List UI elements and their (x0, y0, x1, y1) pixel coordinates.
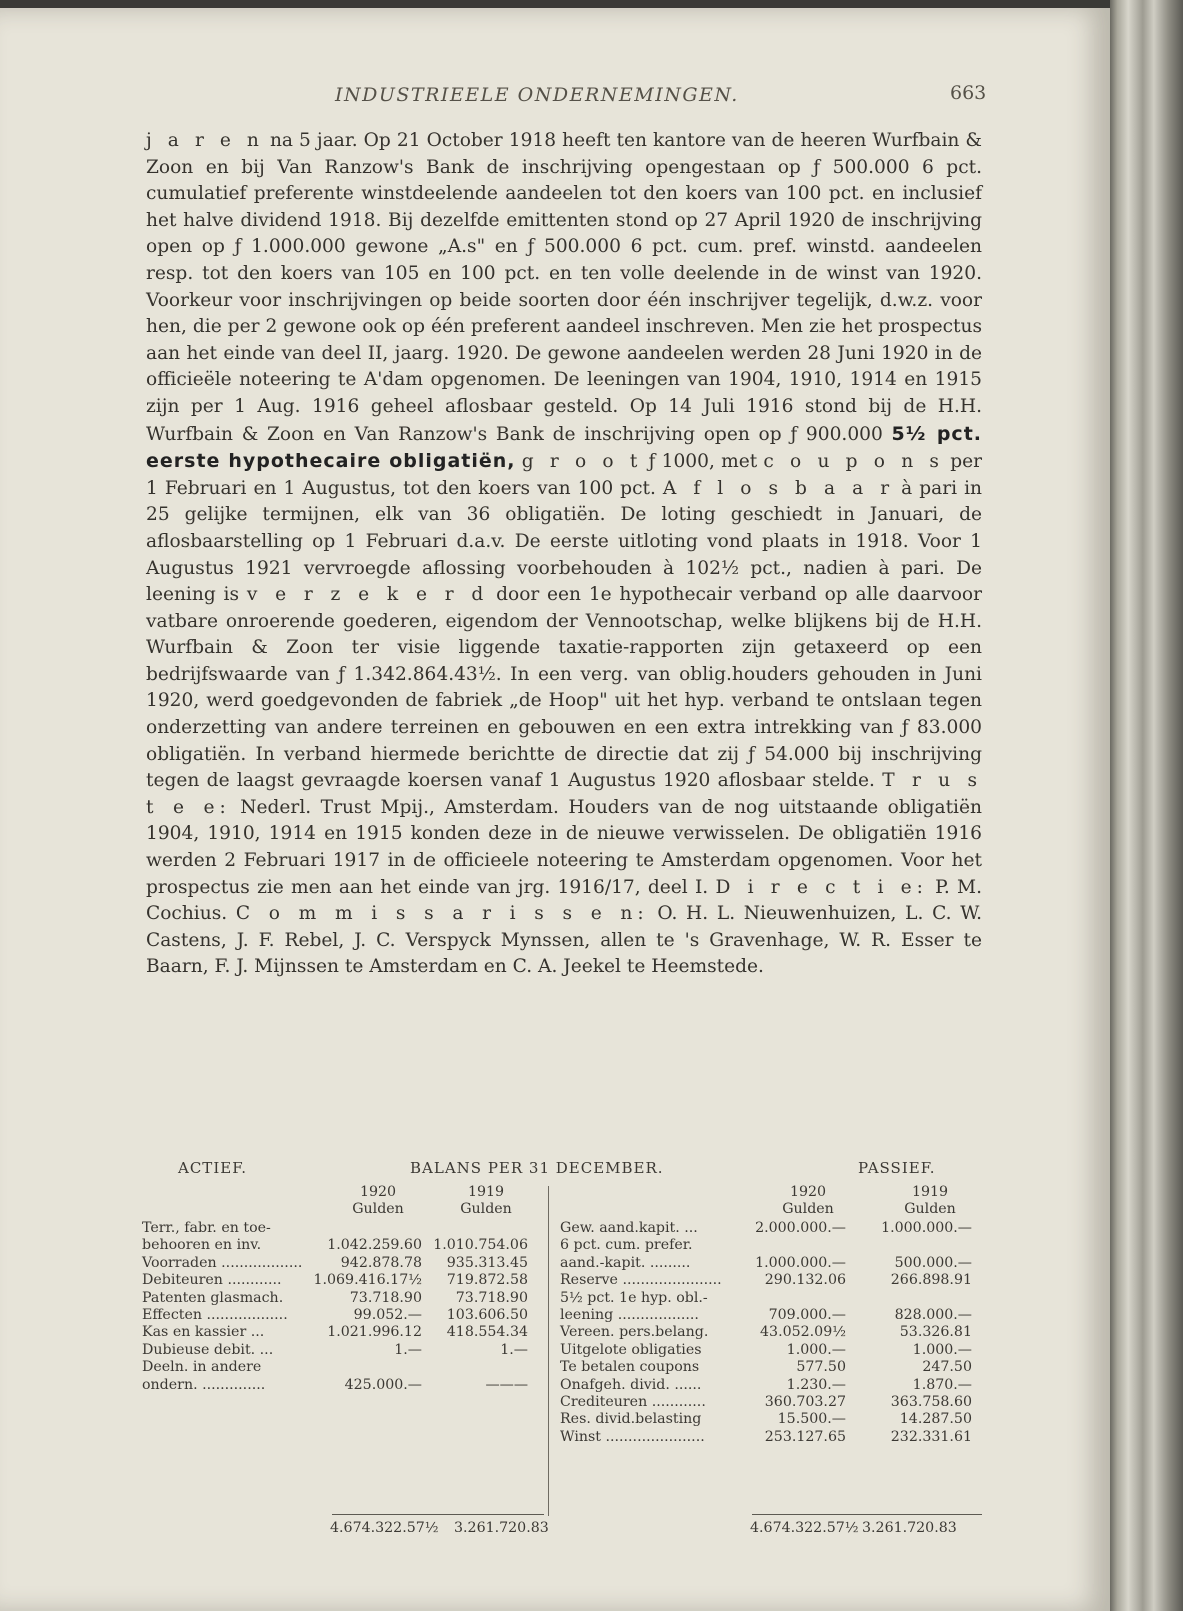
passief-value-1920: 15.500.— (777, 1411, 846, 1428)
total-rule (332, 1514, 544, 1515)
passief-label: 6 pct. cum. prefer. (560, 1237, 693, 1254)
actief-label: Patenten glasmach. (142, 1289, 284, 1306)
actief-value-1920: 425.000.— (344, 1376, 422, 1393)
actief-label: Terr., fabr. en toe- (142, 1220, 271, 1236)
year-header-1919: 1919 Gulden (460, 1184, 512, 1218)
actief-row (142, 1307, 544, 1324)
passief-value-1920: 1.000.000.— (755, 1254, 846, 1271)
actief-row (142, 1324, 544, 1341)
passief-label: 5½ pct. 1e hyp. obl.- (560, 1289, 708, 1306)
text-run: na 5 jaar. Op 21 October 1918 heeft ten kantore van de heeren Wurfbain & Zoon en bij Van Ranzow's Bank de inschrijving opengestaan op ƒ 500.000 6 pct. cumulatief preferente winstdeelende aandeelen tot den koers van 100 pct. en inclusief het halve dividend 1918. Bij dezelfde emittenten stond op 27 April 1920 de inschrijving open op ƒ 1.000.000 gewone „A.s" en ƒ 500.000 6 pct. cum. pref. winstd. aandeelen resp. tot den koers van 105 en 100 pct. en ten volle deelende in de winst van 1920. Voorkeur voor inschrijvingen op beide soorten door één inschrijver tegelijk, d.w.z. voor hen, die per 2 gewone ook op één preferent aandeel inschreven. Men zie het prospectus aan het einde van deel II, jaarg. 1920. De gewone aandeelen werden 28 Juni 1920 in de officieële noteering te A'dam opgenomen. De leeningen van 1904, 1910, 1914 en 1915 zijn per 1 Aug. 1916 geheel aflosbaar gesteld. Op 14 Juli 1916 stond bij de H.H. Wurfbain & Zoon en Van Ranzow's Bank de inschrijving open op ƒ 900.000 (146, 130, 982, 445)
year-header-1920: 1920 Gulden (352, 1184, 404, 1218)
text-run: door een 1e hypothecair verband op alle daarvoor vatbare onroerende goederen, eigendom der Vennootschap, welke blijkens bij de H.H. Wurfbain & Zoon ter visie liggende taxatie-rapporten zijn getaxeerd op een bedrijfswaarde van ƒ 1.342.864.43½. In een verg. van oblig.houders gehouden in Juni 1920, werd goedgevonden de fabriek „de Hoop" uit het hyp. verband te ontslaan tegen onderzetting van andere terreinen en gebouwen en een extra intrekking van ƒ 83.000 obligatiën. In verband hiermede berichtte de directie dat zij ƒ 54.000 bij inschrijving tegen de laagst gevraagde koersen vanaf 1 Augustus 1920 aflosbaar stelde. (146, 584, 982, 792)
actief-label: ACTIEF. (178, 1159, 248, 1177)
passief-value-1919: 1.870.— (912, 1376, 972, 1393)
running-title: INDUSTRIEELE ONDERNEMINGEN. (335, 84, 739, 106)
balance-sheet (142, 1160, 982, 1544)
actief-total-1920: 4.674.322.57½ (330, 1520, 439, 1536)
actief-value-1920: 99.052.— (353, 1306, 422, 1323)
passief-value-1919: 828.000.— (894, 1306, 972, 1323)
passief-label: Gew. aand.kapit. ... (560, 1220, 698, 1236)
column-divider (548, 1186, 549, 1516)
body-paragraph (146, 128, 982, 981)
passief-value-1920: 290.132.06 (764, 1272, 846, 1289)
actief-value-1920: 1.— (394, 1341, 422, 1358)
actief-label: Voorraden .................. (142, 1254, 303, 1271)
text-run: P. M. Cochius. (146, 876, 982, 925)
actief-value-1920: 73.718.90 (349, 1289, 422, 1306)
actief-value-1919: 1.— (500, 1341, 528, 1358)
year-header-1919: 1919 Gulden (904, 1184, 956, 1218)
passief-value-1919: 247.50 (922, 1359, 972, 1376)
passief-value-1919: 53.326.81 (899, 1324, 972, 1341)
actief-row (142, 1377, 544, 1394)
passief-value-1919: 363.758.60 (890, 1393, 972, 1410)
actief-total-1919: 3.261.720.83 (454, 1520, 549, 1536)
actief-value-1919: ——— (485, 1376, 528, 1393)
passief-value-1920: 2.000.000.— (755, 1220, 846, 1236)
passief-label: Crediteuren ............ (560, 1393, 706, 1410)
actief-label: Kas en kassier ... (142, 1324, 265, 1341)
balance-heading (142, 1160, 982, 1184)
actief-label: Deeln. in andere (142, 1359, 262, 1376)
actief-rows (142, 1220, 544, 1394)
passief-row (560, 1290, 982, 1307)
passief-row (560, 1411, 982, 1428)
actief-label: Effecten .................. (142, 1306, 288, 1323)
passief-value-1919: 1.000.000.— (881, 1220, 972, 1236)
passief-label: Vereen. pers.belang. (560, 1324, 709, 1341)
actief-row (142, 1220, 544, 1237)
actief-value-1919: 73.718.90 (455, 1289, 528, 1306)
actief-row (142, 1255, 544, 1272)
text-run: à pari in 25 gelijke termijnen, elk van 36 obligatiën. De loting geschiedt in Januari, de aflosbaarstelling op 1 Februari d.a.v. De eerste uitloting vond plaats in 1918. Voor 1 Augustus 1921 vervroegde aflossing voorbehouden à 102½ pct., nadien à pari. De leening is (146, 477, 982, 606)
text-run: O. H. L. Nieuwenhuizen, L. C. W. Castens, J. F. Rebel, J. C. Verspyck Mynssen, allen te 's Gravenhage, W. R. Esser te Baarn, F. J. Mijnssen te Amsterdam en C. A. Jeekel te Heemstede. (146, 903, 982, 978)
actief-label: behooren en inv. (142, 1237, 262, 1254)
passief-value-1920: 1.230.— (786, 1376, 846, 1393)
page (0, 8, 1110, 1611)
actief-row (142, 1290, 544, 1307)
passief-total-1920: 4.674.322.57½ (750, 1520, 859, 1536)
passief-value-1920: 360.703.27 (764, 1393, 846, 1410)
emphasis: c o u p o n s (763, 451, 944, 473)
year-header-1920: 1920 Gulden (782, 1184, 834, 1218)
text-run: per 1 Februari en 1 Augustus, tot den koers van 100 pct. (146, 451, 982, 499)
emphasis: g r o o t (521, 451, 643, 473)
actief-row (142, 1359, 544, 1376)
passief-label: Winst ...................... (560, 1428, 705, 1445)
passief-value-1919: 1.000.— (912, 1341, 972, 1358)
book-page-edges (1110, 0, 1183, 1611)
actief-row (142, 1342, 544, 1359)
balance-title: BALANS PER 31 DECEMBER. (410, 1159, 664, 1177)
text-run: Nederl. Trust Mpij., Amsterdam. Houders van de nog uitstaande obligatiën 1904, 1910, 1914 en 1915 konden deze in de nieuwe verwisselen. De obligatiën 1916 werden 2 Februari 1917 in de officieele noteering te Amsterdam opgenomen. Voor het prospectus zie men aan het einde van jrg. 1916/17, deel I. (146, 796, 982, 898)
passief-row (560, 1429, 982, 1446)
year-header (560, 1184, 982, 1220)
actief-value-1920: 1.021.996.12 (327, 1324, 422, 1341)
actief-value-1919: 418.554.34 (446, 1324, 528, 1341)
bond-heading: 5½ pct. eerste hypothecaire obligatiën, (146, 422, 982, 473)
emphasis: T r u s t e e: (146, 770, 982, 818)
emphasis: D i r e c t i e: (715, 876, 928, 898)
passief-row (560, 1359, 982, 1376)
passief-row (560, 1272, 982, 1289)
totals-row (142, 1514, 982, 1544)
passief-label: Uitgelote obligaties (560, 1341, 702, 1358)
passief-rows (560, 1220, 982, 1446)
actief-value-1920: 942.878.78 (340, 1254, 422, 1271)
actief-value-1920: 1.042.259.60 (327, 1237, 422, 1254)
passief-value-1919: 500.000.— (894, 1254, 972, 1271)
actief-column (142, 1184, 544, 1394)
page-header (120, 76, 1000, 116)
actief-label: ondern. .............. (142, 1376, 266, 1393)
passief-label: Te betalen coupons (560, 1359, 700, 1376)
passief-value-1920: 577.50 (796, 1359, 846, 1376)
passief-row (560, 1237, 982, 1254)
actief-row (142, 1272, 544, 1289)
passief-value-1920: 1.000.— (786, 1341, 846, 1358)
passief-label: aand.-kapit. ......... (560, 1254, 691, 1271)
actief-label: Dubieuse debit. ... (142, 1341, 274, 1358)
actief-value-1919: 719.872.58 (446, 1272, 528, 1289)
passief-row (560, 1342, 982, 1359)
passief-column (560, 1184, 982, 1446)
passief-row (560, 1220, 982, 1237)
emphasis: j a r e n (146, 130, 264, 151)
passief-row (560, 1324, 982, 1341)
passief-label: leening .................. (560, 1306, 699, 1323)
passief-value-1919: 266.898.91 (890, 1272, 972, 1289)
actief-value-1920: 1.069.416.17½ (313, 1272, 422, 1289)
passief-total-1919: 3.261.720.83 (862, 1520, 957, 1536)
total-rule (752, 1514, 982, 1515)
passief-value-1920: 253.127.65 (764, 1428, 846, 1445)
passief-value-1919: 232.331.61 (890, 1428, 972, 1445)
passief-row (560, 1255, 982, 1272)
passief-row (560, 1307, 982, 1324)
passief-label: Reserve ...................... (560, 1272, 722, 1289)
year-header (142, 1184, 544, 1220)
passief-row (560, 1377, 982, 1394)
passief-label: Res. divid.belasting (560, 1411, 702, 1428)
passief-label: Onafgeh. divid. ...... (560, 1376, 702, 1393)
passief-row (560, 1394, 982, 1411)
passief-value-1920: 709.000.— (768, 1306, 846, 1323)
actief-label: Debiteuren ............ (142, 1272, 282, 1289)
emphasis: C o m m i s s a r i s s e n: (235, 903, 649, 925)
actief-value-1919: 935.313.45 (446, 1254, 528, 1271)
page-number: 663 (950, 82, 987, 104)
actief-value-1919: 103.606.50 (446, 1306, 528, 1323)
actief-row (142, 1237, 544, 1254)
passief-label: PASSIEF. (858, 1159, 936, 1177)
emphasis: A f l o s b a a r (662, 477, 895, 499)
passief-value-1920: 43.052.09½ (760, 1324, 846, 1341)
text-run: ƒ 1000, met (642, 451, 764, 473)
balance-columns (142, 1184, 982, 1514)
actief-value-1919: 1.010.754.06 (433, 1237, 528, 1254)
passief-value-1919: 14.287.50 (899, 1411, 972, 1428)
emphasis: v e r z e k e r d (246, 584, 489, 606)
